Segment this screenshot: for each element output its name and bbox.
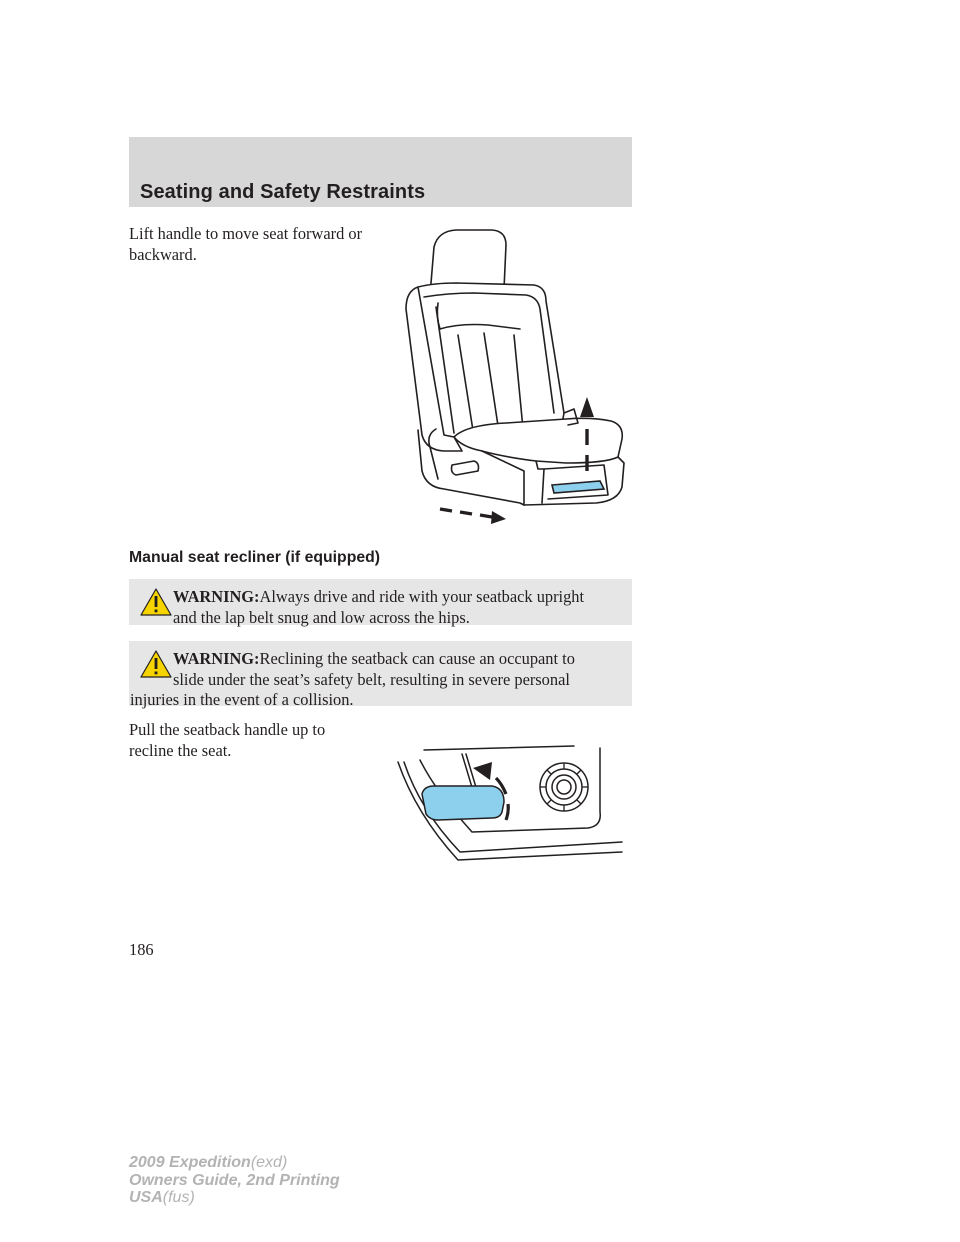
- page-number: 186: [129, 940, 154, 959]
- footer-market-code: (fus): [162, 1189, 195, 1206]
- warning-2-line-1: Reclining the seatback can cause an occupant to: [259, 649, 575, 668]
- recline-line-1: Pull the seatback handle up to: [129, 720, 326, 739]
- footer-model: 2009 Expedition: [129, 1154, 251, 1171]
- seat-illustration: [396, 225, 636, 530]
- warning-triangle-icon: [139, 587, 173, 617]
- warning-triangle-icon: [139, 649, 173, 679]
- intro-line-1: Lift handle to move seat forward or: [129, 224, 363, 243]
- recline-line-2: recline the seat.: [129, 740, 232, 760]
- warning-1-line-2: and the lap belt snug and low across the hips.: [173, 607, 470, 627]
- warning-box-2: [129, 641, 632, 709]
- intro-text: [129, 224, 362, 265]
- warning-2-line-2: slide under the seat’s safety belt, resulting in severe personal: [173, 669, 570, 689]
- warning-1-line-1: Always drive and ride with your seatback upright: [259, 587, 585, 606]
- recliner-handle-illustration: [396, 742, 628, 864]
- recline-text: [129, 720, 325, 761]
- warning-label-1: WARNING:: [173, 587, 260, 606]
- warning-box-1: [129, 579, 632, 625]
- section-header-band: [129, 137, 632, 207]
- footer-market: USA: [129, 1189, 163, 1206]
- footer-model-code: (exd): [250, 1154, 288, 1171]
- section-heading: Manual seat recliner (if equipped): [129, 549, 381, 566]
- section-title: Seating and Safety Restraints: [140, 181, 426, 203]
- intro-line-2: backward.: [129, 244, 197, 264]
- warning-label-2: WARNING:: [173, 649, 260, 668]
- warning-2-line-3: injuries in the event of a collision.: [130, 690, 354, 709]
- footer-guide: Owners Guide, 2nd Printing: [129, 1171, 340, 1189]
- footer: [129, 1154, 340, 1207]
